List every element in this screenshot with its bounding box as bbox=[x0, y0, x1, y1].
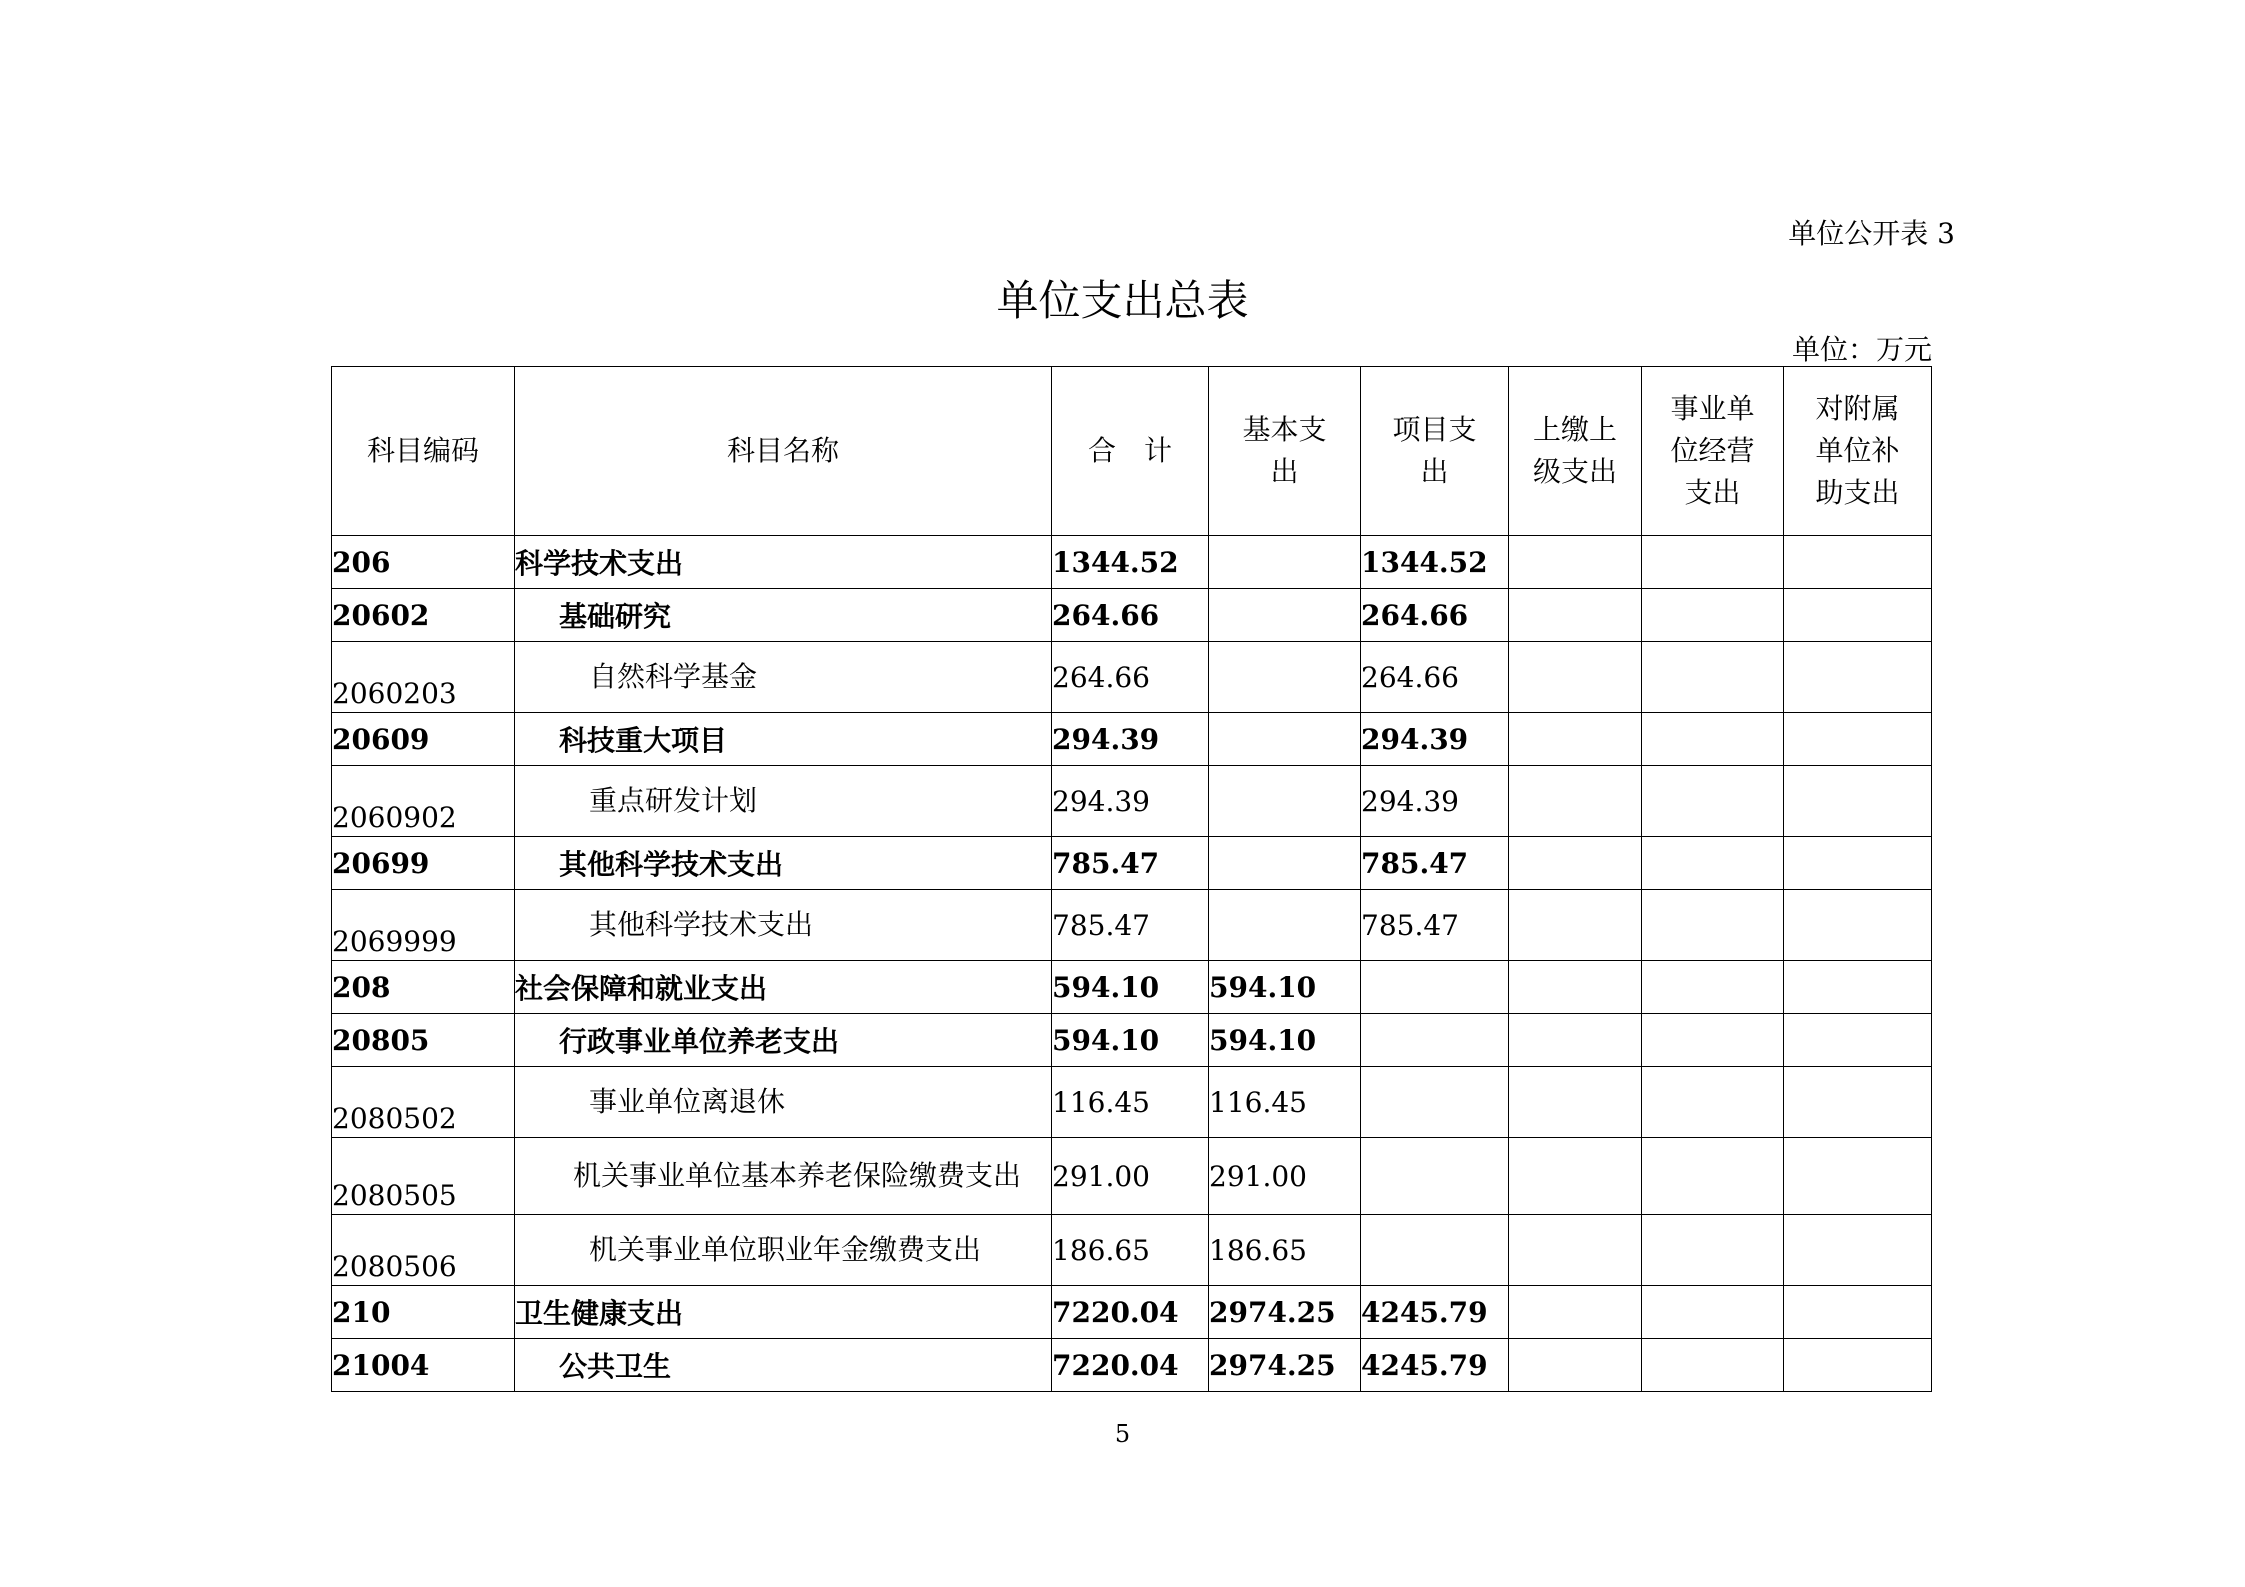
table-row bbox=[332, 589, 1932, 642]
row-total: 291.00 bbox=[1052, 1138, 1209, 1215]
row-upper bbox=[1509, 1286, 1642, 1339]
header-business bbox=[1642, 367, 1784, 536]
row-business bbox=[1642, 1067, 1784, 1138]
row-name: 其他科学技术支出 bbox=[515, 890, 1052, 961]
row-subsidy bbox=[1784, 766, 1932, 837]
header-business-text: 事业单位经营支出 bbox=[1670, 392, 1755, 509]
row-subsidy bbox=[1784, 589, 1932, 642]
row-total: 294.39 bbox=[1052, 766, 1209, 837]
row-business bbox=[1642, 766, 1784, 837]
row-name: 事业单位离退休 bbox=[515, 1067, 1052, 1138]
row-code: 2080502 bbox=[332, 1067, 515, 1138]
row-code: 2060203 bbox=[332, 642, 515, 713]
header-name: 科目名称 bbox=[515, 367, 1052, 536]
row-total: 294.39 bbox=[1052, 713, 1209, 766]
row-upper bbox=[1509, 1138, 1642, 1215]
row-total: 7220.04 bbox=[1052, 1286, 1209, 1339]
header-project-text: 项目支出 bbox=[1392, 413, 1477, 488]
row-name: 基础研究 bbox=[515, 589, 1052, 642]
row-total: 1344.52 bbox=[1052, 536, 1209, 589]
row-total: 785.47 bbox=[1052, 837, 1209, 890]
row-project: 785.47 bbox=[1361, 890, 1509, 961]
row-total: 785.47 bbox=[1052, 890, 1209, 961]
row-upper bbox=[1509, 1339, 1642, 1392]
row-project bbox=[1361, 1067, 1509, 1138]
row-code: 2080505 bbox=[332, 1138, 515, 1215]
header-basic-text: 基本支出 bbox=[1242, 413, 1327, 488]
row-project: 264.66 bbox=[1361, 642, 1509, 713]
row-business bbox=[1642, 589, 1784, 642]
table-row bbox=[332, 536, 1932, 589]
row-code: 206 bbox=[332, 536, 515, 589]
row-total: 264.66 bbox=[1052, 642, 1209, 713]
row-upper bbox=[1509, 642, 1642, 713]
row-subsidy bbox=[1784, 1067, 1932, 1138]
row-basic: 2974.25 bbox=[1209, 1339, 1361, 1392]
row-subsidy bbox=[1784, 890, 1932, 961]
row-project: 294.39 bbox=[1361, 713, 1509, 766]
table-row bbox=[332, 1286, 1932, 1339]
page-number: 5 bbox=[1114, 1420, 1131, 1448]
row-total: 594.10 bbox=[1052, 1014, 1209, 1067]
row-project: 1344.52 bbox=[1361, 536, 1509, 589]
row-name: 行政事业单位养老支出 bbox=[515, 1014, 1052, 1067]
row-code: 2069999 bbox=[332, 890, 515, 961]
row-business bbox=[1642, 1138, 1784, 1215]
row-basic: 2974.25 bbox=[1209, 1286, 1361, 1339]
row-code: 21004 bbox=[332, 1339, 515, 1392]
table-row bbox=[332, 1014, 1932, 1067]
row-subsidy bbox=[1784, 713, 1932, 766]
row-basic bbox=[1209, 837, 1361, 890]
row-project: 264.66 bbox=[1361, 589, 1509, 642]
row-project: 4245.79 bbox=[1361, 1286, 1509, 1339]
row-project bbox=[1361, 1215, 1509, 1286]
row-subsidy bbox=[1784, 536, 1932, 589]
row-total: 7220.04 bbox=[1052, 1339, 1209, 1392]
row-name: 科技重大项目 bbox=[515, 713, 1052, 766]
table-row bbox=[332, 1215, 1932, 1286]
row-upper bbox=[1509, 1014, 1642, 1067]
row-name: 机关事业单位基本养老保险缴费支出 bbox=[515, 1138, 1052, 1215]
row-subsidy bbox=[1784, 1014, 1932, 1067]
row-upper bbox=[1509, 1215, 1642, 1286]
row-code: 20609 bbox=[332, 713, 515, 766]
row-business bbox=[1642, 713, 1784, 766]
row-upper bbox=[1509, 837, 1642, 890]
row-code: 20602 bbox=[332, 589, 515, 642]
row-subsidy bbox=[1784, 1339, 1932, 1392]
row-basic bbox=[1209, 642, 1361, 713]
header-upper bbox=[1509, 367, 1642, 536]
row-business bbox=[1642, 890, 1784, 961]
row-name: 科学技术支出 bbox=[515, 536, 1052, 589]
row-total: 264.66 bbox=[1052, 589, 1209, 642]
header-upper-text: 上缴上级支出 bbox=[1532, 413, 1617, 488]
header-row bbox=[332, 367, 1932, 536]
row-upper bbox=[1509, 536, 1642, 589]
row-business bbox=[1642, 1286, 1784, 1339]
row-basic bbox=[1209, 713, 1361, 766]
row-project bbox=[1361, 961, 1509, 1014]
row-project bbox=[1361, 1014, 1509, 1067]
table-row bbox=[332, 890, 1932, 961]
row-basic: 291.00 bbox=[1209, 1138, 1361, 1215]
row-business bbox=[1642, 642, 1784, 713]
table-row bbox=[332, 1067, 1932, 1138]
row-code: 208 bbox=[332, 961, 515, 1014]
expenditure-table bbox=[331, 366, 1932, 1392]
row-basic bbox=[1209, 589, 1361, 642]
table-row bbox=[332, 713, 1932, 766]
row-code: 2060902 bbox=[332, 766, 515, 837]
table-row bbox=[332, 837, 1932, 890]
row-business bbox=[1642, 536, 1784, 589]
table-row bbox=[332, 1138, 1932, 1215]
row-business bbox=[1642, 961, 1784, 1014]
row-upper bbox=[1509, 1067, 1642, 1138]
row-business bbox=[1642, 837, 1784, 890]
row-name: 公共卫生 bbox=[515, 1339, 1052, 1392]
header-code: 科目编码 bbox=[332, 367, 515, 536]
header-subsidy-text: 对附属单位补助支出 bbox=[1815, 392, 1900, 509]
row-name: 重点研发计划 bbox=[515, 766, 1052, 837]
row-subsidy bbox=[1784, 1286, 1932, 1339]
row-name: 其他科学技术支出 bbox=[515, 837, 1052, 890]
row-basic bbox=[1209, 890, 1361, 961]
row-subsidy bbox=[1784, 642, 1932, 713]
row-code: 20699 bbox=[332, 837, 515, 890]
header-total: 合 计 bbox=[1052, 367, 1209, 536]
row-basic: 594.10 bbox=[1209, 1014, 1361, 1067]
row-basic bbox=[1209, 766, 1361, 837]
row-basic bbox=[1209, 536, 1361, 589]
row-business bbox=[1642, 1014, 1784, 1067]
row-subsidy bbox=[1784, 961, 1932, 1014]
row-upper bbox=[1509, 713, 1642, 766]
row-subsidy bbox=[1784, 837, 1932, 890]
row-name: 机关事业单位职业年金缴费支出 bbox=[515, 1215, 1052, 1286]
row-business bbox=[1642, 1215, 1784, 1286]
row-code: 210 bbox=[332, 1286, 515, 1339]
row-subsidy bbox=[1784, 1138, 1932, 1215]
row-business bbox=[1642, 1339, 1784, 1392]
row-total: 116.45 bbox=[1052, 1067, 1209, 1138]
row-basic: 186.65 bbox=[1209, 1215, 1361, 1286]
table-row bbox=[332, 766, 1932, 837]
row-name: 社会保障和就业支出 bbox=[515, 961, 1052, 1014]
row-project bbox=[1361, 1138, 1509, 1215]
row-project: 785.47 bbox=[1361, 837, 1509, 890]
row-subsidy bbox=[1784, 1215, 1932, 1286]
table-row bbox=[332, 961, 1932, 1014]
row-total: 594.10 bbox=[1052, 961, 1209, 1014]
row-upper bbox=[1509, 766, 1642, 837]
header-subsidy bbox=[1784, 367, 1932, 536]
row-upper bbox=[1509, 890, 1642, 961]
row-name: 自然科学基金 bbox=[515, 642, 1052, 713]
header-project bbox=[1361, 367, 1509, 536]
table-number: 单位公开表 3 bbox=[1788, 217, 1955, 250]
header-basic bbox=[1209, 367, 1361, 536]
row-upper bbox=[1509, 589, 1642, 642]
row-project: 4245.79 bbox=[1361, 1339, 1509, 1392]
table-row bbox=[332, 642, 1932, 713]
row-basic: 594.10 bbox=[1209, 961, 1361, 1014]
table-row bbox=[332, 1339, 1932, 1392]
page-title: 单位支出总表 bbox=[996, 276, 1249, 325]
unit-label: 单位：万元 bbox=[1791, 333, 1932, 366]
row-upper bbox=[1509, 961, 1642, 1014]
row-code: 2080506 bbox=[332, 1215, 515, 1286]
row-name: 卫生健康支出 bbox=[515, 1286, 1052, 1339]
row-project: 294.39 bbox=[1361, 766, 1509, 837]
row-total: 186.65 bbox=[1052, 1215, 1209, 1286]
row-code: 20805 bbox=[332, 1014, 515, 1067]
row-basic: 116.45 bbox=[1209, 1067, 1361, 1138]
